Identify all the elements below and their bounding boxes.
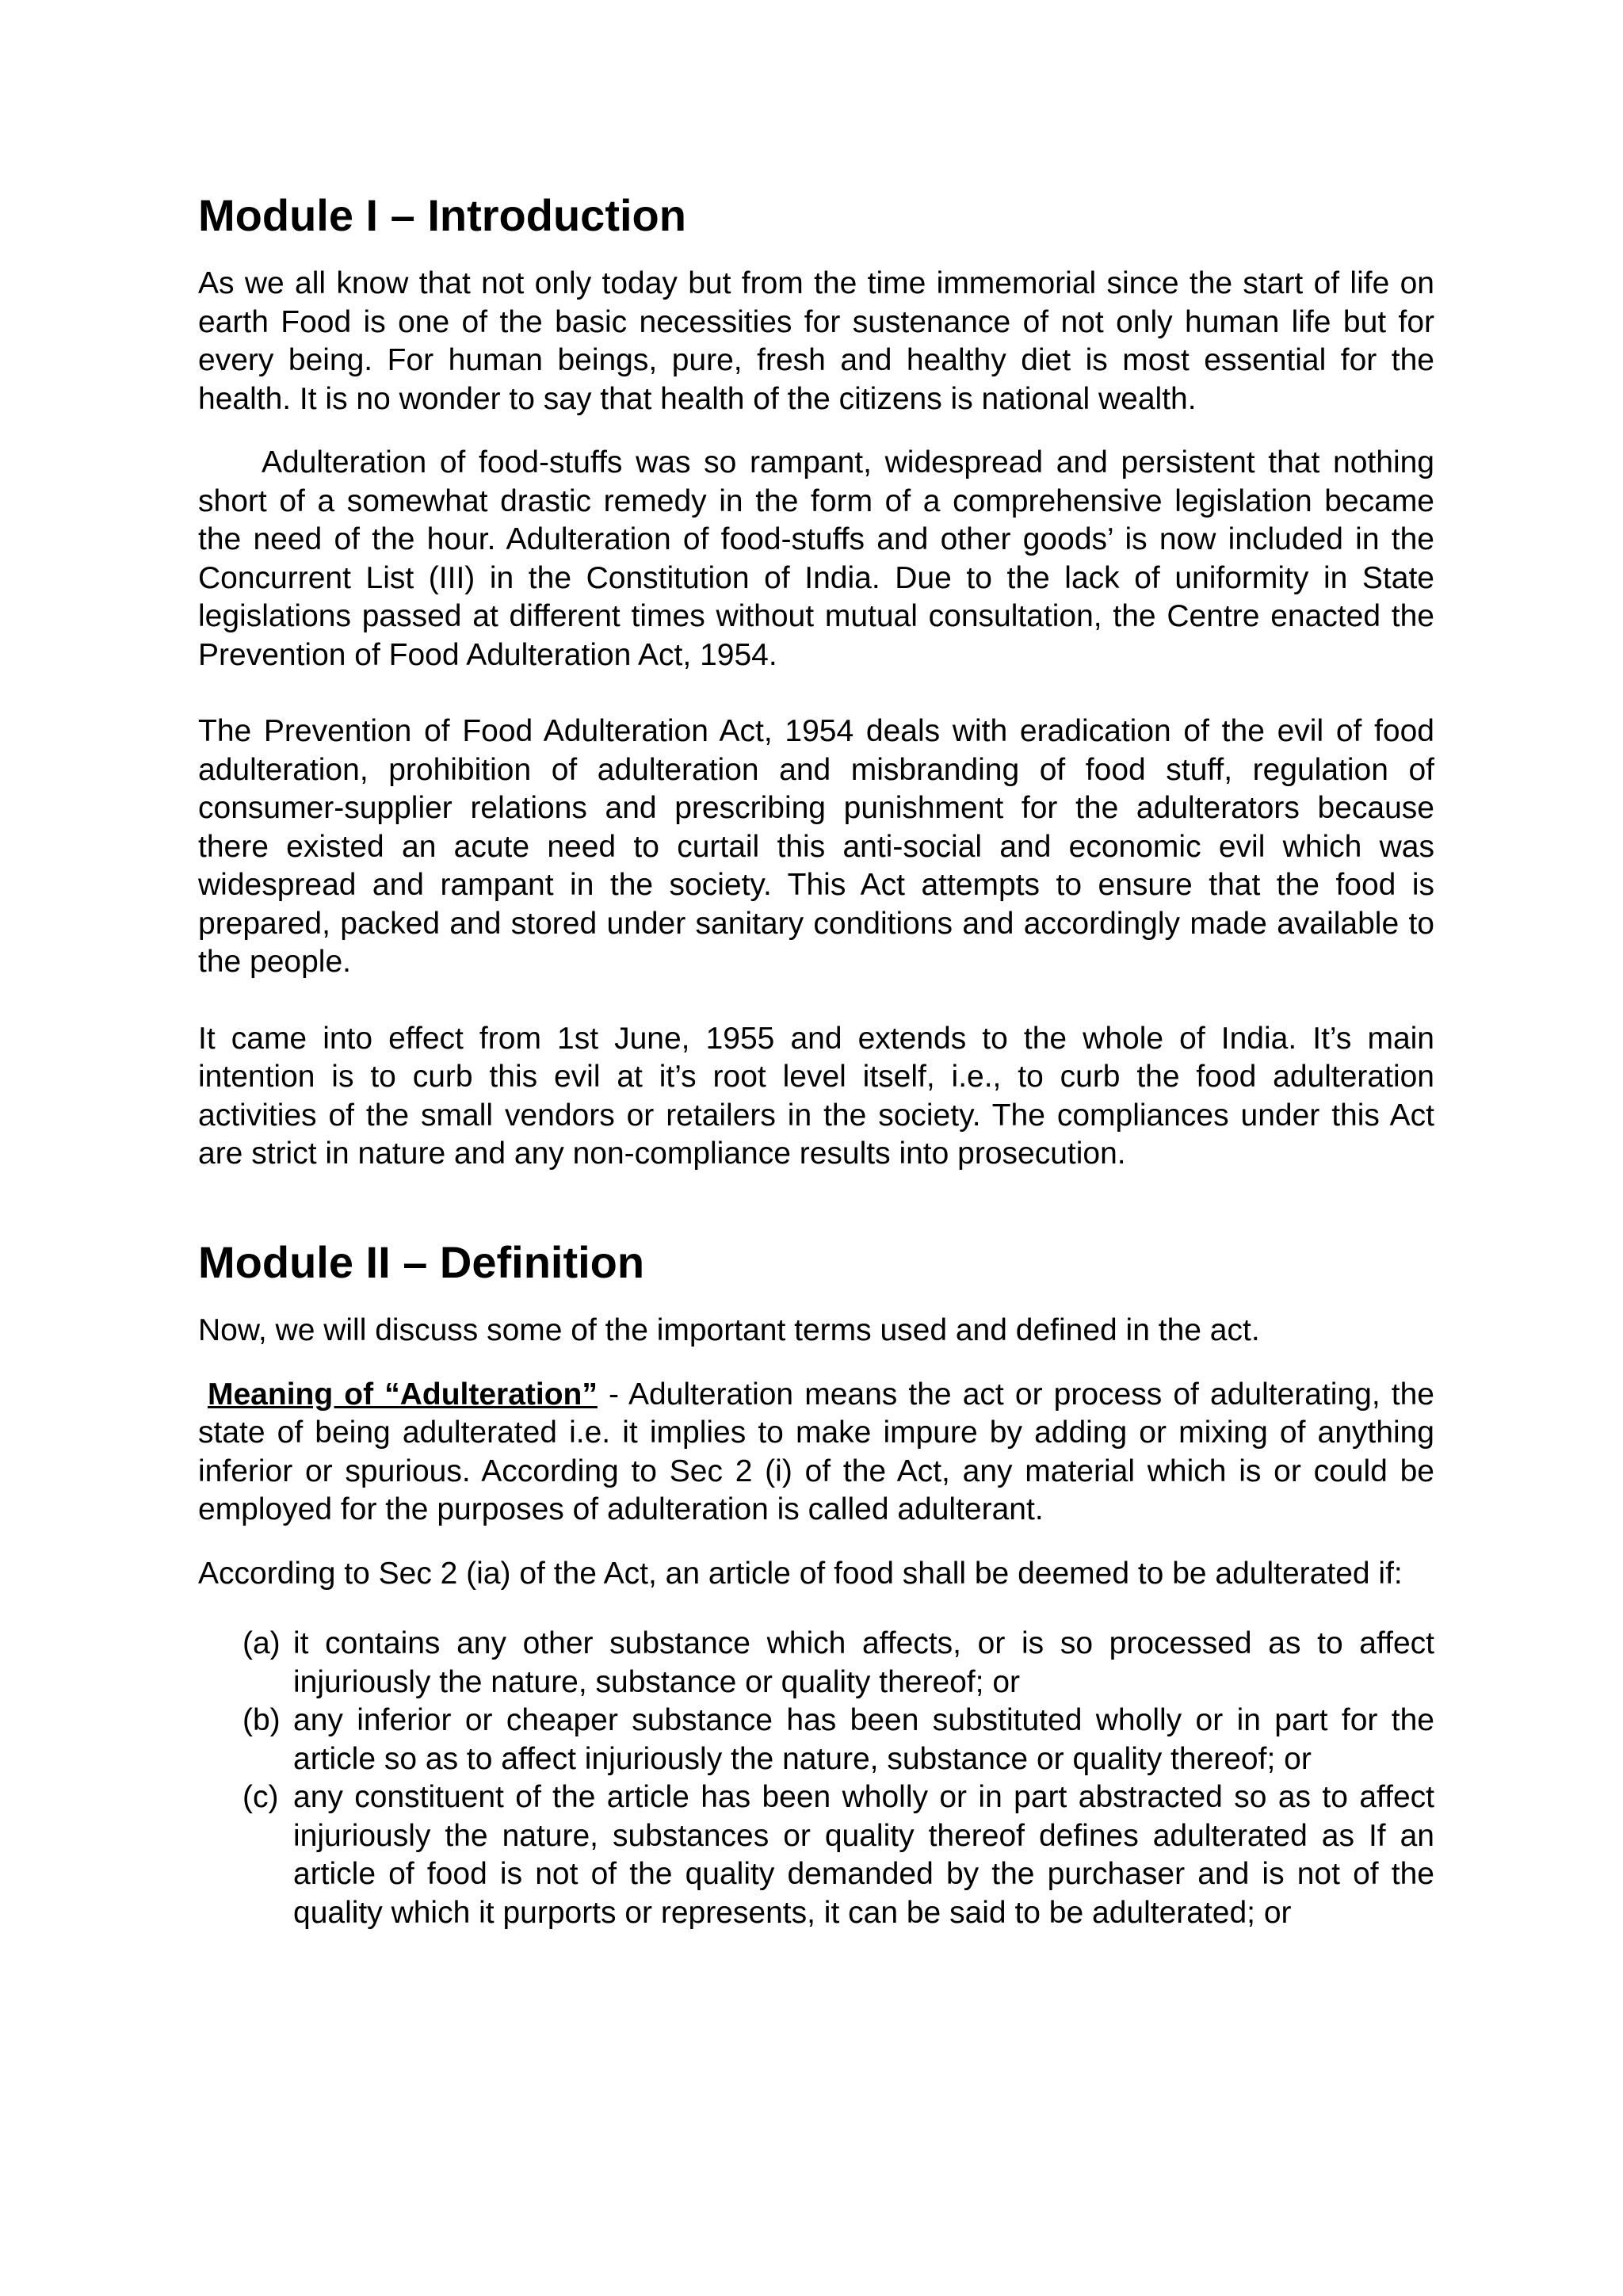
clause-text: any inferior or cheaper substance has been substituted wholly or in part for the article so as to affect injuriously the nature, substance or quality thereof; or: [293, 1703, 1434, 1776]
definition-intro: Now, we will discuss some of the important terms used and defined in the act.: [198, 1313, 1260, 1348]
intro-paragraph-3: The Prevention of Food Adulteration Act, 1954 deals with eradication of the evil of food adulteration, prohibition of adulteration and misbranding of food stuff, regulation of consumer-supplier relations and prescribing punishment for the adulterators because there existed an acute need to curtail this anti-social and economic evil which was widespread and rampant in the society. This Act attempts to ensure that the food is prepared, packed and stored under sanitary conditions and accordingly made available to the people.: [198, 714, 1434, 980]
adulteration-term-text: - Adulteration means the act or process of adulterating, the state of being adulterated i.e. it implies to make impure by adding or mixing of anything inferior or spurious. According to Sec 2 (i) of the Act, any material which is or could be employed for the purposes of adulteration is called adulterant.: [198, 1377, 1434, 1527]
adulteration-clauses-list: [198, 1625, 1434, 1932]
module-1-heading: Module I – Introduction: [198, 190, 686, 240]
document-page: [198, 190, 1434, 1932]
clause-text: it contains any other substance which affects, or is so processed as to affect injuriously the nature, substance or quality thereof; or: [293, 1626, 1434, 1699]
intro-paragraph-2: Adulteration of food-stuffs was so rampant, widespread and persistent that nothing short of a somewhat drastic remedy in the form of a comprehensive legislation became the need of the hour. Adulteration of food-stuffs and other goods’ is now included in the Concurrent List (III) in the Constitution of India. Due to the lack of uniformity in State legislations passed at different times without mutual consultation, the Centre enacted the Prevention of Food Adulteration Act, 1954.: [198, 445, 1434, 672]
intro-paragraph-1: As we all know that not only today but from the time immemorial since the start of life on earth Food is one of the basic necessities for sustenance of not only human life but for every being. For human beings, pure, fresh and healthy diet is most essential for the health. It is no wonder to say that health of the citizens is national wealth.: [198, 266, 1434, 416]
section-2-ia-intro: According to Sec 2 (ia) of the Act, an article of food shall be deemed to be adulterated if:: [198, 1556, 1403, 1591]
adulteration-definition: [198, 1376, 1434, 1530]
clause-item: [198, 1702, 1434, 1778]
adulteration-term-label: Meaning of “Adulteration”: [208, 1377, 598, 1412]
clause-text: any constituent of the article has been wholly or in part abstracted so as to affect injuriously the nature, substances or quality thereof defines adulterated as If an article of food is not of the quality demanded by the purchaser and is not of the quality which it purports or represents, it can be said to be adulterated; or: [293, 1780, 1434, 1930]
clause-marker: (a): [242, 1626, 281, 1661]
module-2-heading: Module II – Definition: [198, 1236, 645, 1287]
clause-item: [198, 1778, 1434, 1932]
clause-marker: (c): [242, 1780, 279, 1815]
clause-item: [198, 1625, 1434, 1702]
intro-paragraph-4: It came into effect from 1st June, 1955 and extends to the whole of India. It’s main intention is to curb this evil at it’s root level itself, i.e., to curb the food adulteration activities of the small vendors or retailers in the society. The compliances under this Act are strict in nature and any non-compliance results into prosecution.: [198, 1021, 1434, 1171]
clause-marker: (b): [242, 1703, 281, 1738]
